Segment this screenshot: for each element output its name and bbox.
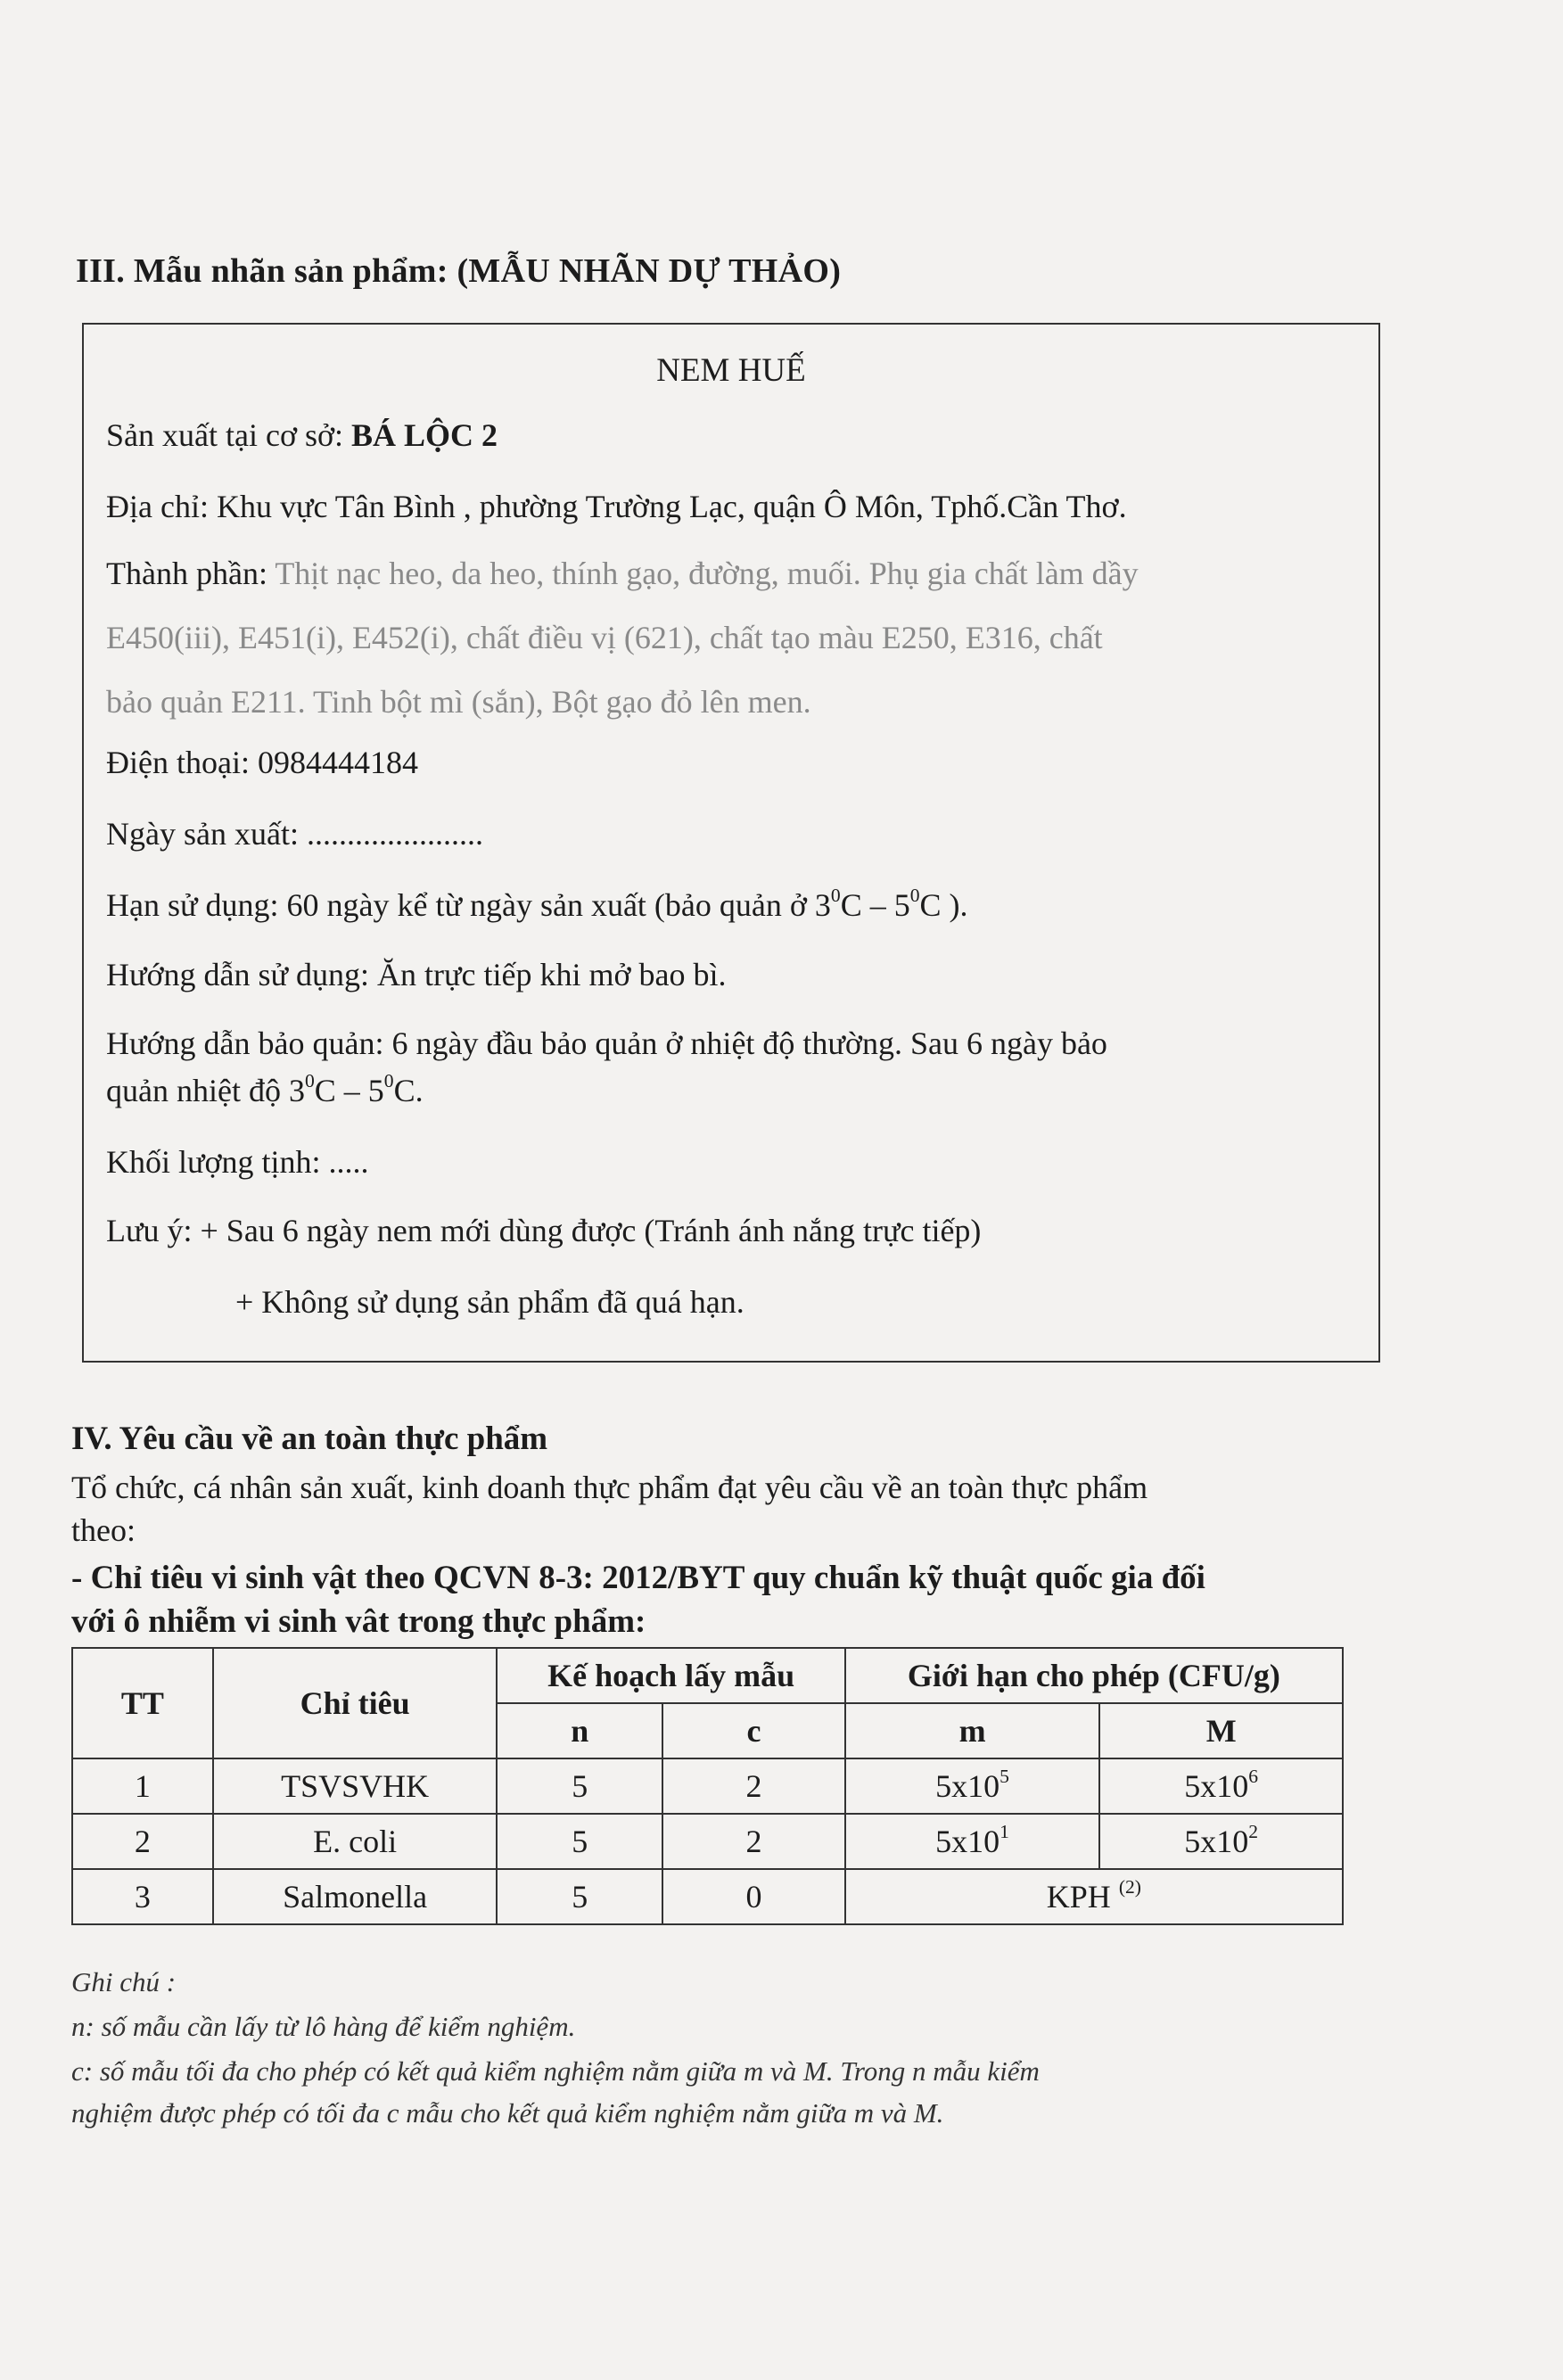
header-sampling-plan: Kế hoạch lấy mẫu bbox=[497, 1648, 844, 1703]
storage-text-a: quản nhiệt độ 3 bbox=[106, 1073, 305, 1108]
expiry-text-a: Hạn sử dụng: 60 ngày kể từ ngày sản xuất (bảo quản ở 3 bbox=[106, 887, 831, 923]
cell-m bbox=[845, 1814, 1100, 1869]
table-row bbox=[72, 1869, 1343, 1924]
M-exp: 6 bbox=[1248, 1765, 1259, 1787]
ingredients-line-3: bảo quản E211. Tinh bột mì (sắn), Bột gạo đỏ lên men. bbox=[106, 684, 811, 720]
cell-n: 5 bbox=[497, 1814, 662, 1869]
ingredients-line-2: E450(iii), E451(i), E452(i), chất điều vị (621), chất tạo màu E250, E316, chất bbox=[106, 620, 1103, 655]
m-base: 5x10 bbox=[935, 1824, 1000, 1859]
ingredients-line-1 bbox=[106, 555, 1139, 592]
criteria-line-2: với ô nhiễm vi sinh vât trong thực phẩm: bbox=[71, 1603, 646, 1640]
cell-M bbox=[1099, 1758, 1343, 1814]
degree-sup: 0 bbox=[909, 884, 920, 906]
net-weight-line: Khối lượng tịnh: ..... bbox=[106, 1144, 369, 1180]
producer-prefix: Sản xuất tại cơ sở: bbox=[106, 417, 352, 453]
expiry-text-c: C ). bbox=[919, 887, 968, 923]
cell-tt: 3 bbox=[72, 1869, 213, 1924]
c-note-line-1: c: số mẫu tối đa cho phép có kết quả kiểm nghiệm nằm giữa m và M. Trong n mẫu kiểm bbox=[71, 2055, 1040, 2087]
microbiology-table bbox=[71, 1647, 1344, 1925]
note-line-2: + Không sử dụng sản phẩm đã quá hạn. bbox=[235, 1284, 744, 1320]
producer-name: BÁ LỘC 2 bbox=[351, 417, 498, 453]
cell-name: Salmonella bbox=[213, 1869, 498, 1924]
usage-line: Hướng dẫn sử dụng: Ăn trực tiếp khi mở bao bì. bbox=[106, 957, 727, 992]
M-base: 5x10 bbox=[1184, 1768, 1249, 1804]
cell-c: 0 bbox=[662, 1869, 845, 1924]
section-4-title: IV. Yêu cầu về an toàn thực phẩm bbox=[71, 1421, 548, 1457]
storage-text-c: C. bbox=[393, 1073, 424, 1108]
cell-M bbox=[1099, 1814, 1343, 1869]
cell-name: TSVSVHK bbox=[213, 1758, 498, 1814]
intro-line-1: Tổ chức, cá nhân sản xuất, kinh doanh thực phẩm đạt yêu cầu về an toàn thực phẩm bbox=[71, 1470, 1148, 1505]
degree-sup: 0 bbox=[383, 1069, 394, 1091]
header-M: M bbox=[1099, 1703, 1343, 1758]
mfg-date-line: Ngày sản xuất: ...................... bbox=[106, 816, 483, 852]
ingredients-text-1: Thịt nạc heo, da heo, thính gạo, đường, muối. Phụ gia chất làm dầy bbox=[275, 556, 1139, 591]
storage-text-b: C – 5 bbox=[314, 1073, 384, 1108]
address-line: Địa chỉ: Khu vực Tân Bình , phường Trường Lạc, quận Ô Môn, Tphố.Cần Thơ. bbox=[106, 489, 1127, 524]
cell-n: 5 bbox=[497, 1758, 662, 1814]
degree-sup: 0 bbox=[304, 1069, 315, 1091]
section-3-title: III. Mẫu nhãn sản phẩm: (MẪU NHÃN DỰ THẢO) bbox=[76, 252, 842, 290]
M-exp: 2 bbox=[1248, 1820, 1259, 1842]
table-row bbox=[72, 1814, 1343, 1869]
table-header-row bbox=[72, 1648, 1343, 1703]
storage-line-1: Hướng dẫn bảo quản: 6 ngày đầu bảo quản ở nhiệt độ thường. Sau 6 ngày bảo bbox=[106, 1025, 1107, 1061]
header-tt: TT bbox=[72, 1648, 213, 1758]
storage-line-2 bbox=[106, 1069, 424, 1109]
cell-c: 2 bbox=[662, 1814, 845, 1869]
m-base: 5x10 bbox=[935, 1768, 1000, 1804]
expiry-line bbox=[106, 886, 968, 924]
phone-line: Điện thoại: 0984444184 bbox=[106, 745, 418, 780]
header-criterion: Chỉ tiêu bbox=[213, 1648, 498, 1758]
ingredients-prefix: Thành phần: bbox=[106, 556, 276, 591]
merged-text: KPH bbox=[1046, 1879, 1119, 1915]
cell-c: 2 bbox=[662, 1758, 845, 1814]
cell-tt: 2 bbox=[72, 1814, 213, 1869]
cell-m bbox=[845, 1758, 1100, 1814]
M-base: 5x10 bbox=[1184, 1824, 1249, 1859]
header-limit: Giới hạn cho phép (CFU/g) bbox=[845, 1648, 1343, 1703]
merged-sup: (2) bbox=[1118, 1875, 1141, 1898]
cell-tt: 1 bbox=[72, 1758, 213, 1814]
cell-n: 5 bbox=[497, 1869, 662, 1924]
cell-name: E. coli bbox=[213, 1814, 498, 1869]
cell-merged-limit bbox=[845, 1869, 1343, 1924]
note-line-1: Lưu ý: + Sau 6 ngày nem mới dùng được (Tránh ánh nắng trực tiếp) bbox=[106, 1213, 982, 1248]
n-note: n: số mẫu cần lấy từ lô hàng để kiểm nghiệm. bbox=[71, 2011, 576, 2042]
table-row bbox=[72, 1758, 1343, 1814]
product-name: NEM HUẾ bbox=[656, 352, 806, 389]
criteria-line-1: - Chỉ tiêu vi sinh vật theo QCVN 8-3: 2012/BYT quy chuẩn kỹ thuật quốc gia đối bbox=[71, 1560, 1205, 1596]
product-label-box bbox=[82, 323, 1380, 1363]
expiry-text-b: C – 5 bbox=[840, 887, 910, 923]
header-c: c bbox=[662, 1703, 845, 1758]
c-note-line-2: nghiệm được phép có tối đa c mẫu cho kết quả kiểm nghiệm nằm giữa m và M. bbox=[71, 2097, 944, 2129]
degree-sup: 0 bbox=[830, 884, 841, 906]
m-exp: 1 bbox=[999, 1820, 1009, 1842]
m-exp: 5 bbox=[999, 1765, 1009, 1787]
header-m: m bbox=[845, 1703, 1100, 1758]
notes-title: Ghi chú : bbox=[71, 1966, 177, 1997]
producer-line bbox=[106, 416, 498, 454]
header-n: n bbox=[497, 1703, 662, 1758]
intro-line-2: theo: bbox=[71, 1512, 136, 1548]
